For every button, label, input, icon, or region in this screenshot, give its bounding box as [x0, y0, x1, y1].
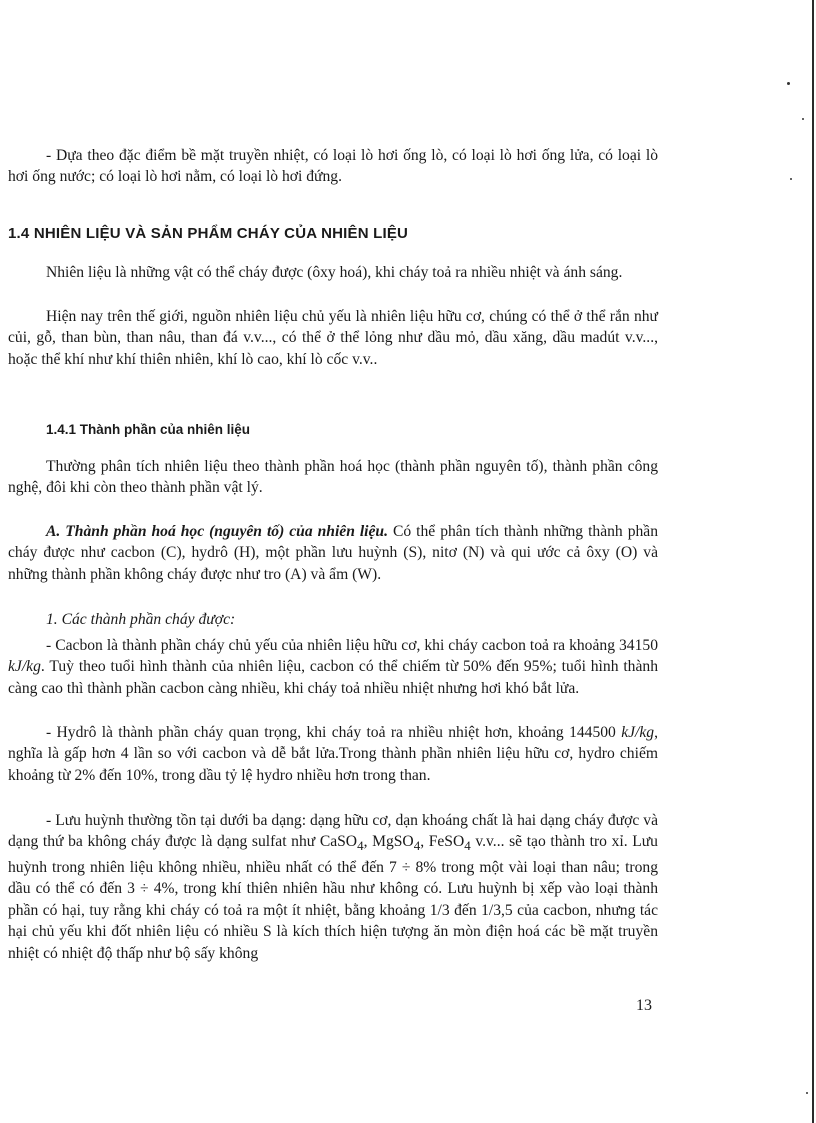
text-run: , nghĩa là gấp hơn 4 lần so với cacbon và dễ bắt lửa.Trong thành phần nhiên liệu hữu cơ, hydro chiếm khoảng từ 2% đến 10%, trong dầu tỷ lệ hydro nhiều hơn trong than.: [8, 724, 658, 784]
unit-kjkg: kJ/kg: [8, 658, 41, 676]
section-heading: 1.4 NHIÊN LIỆU VÀ SẢN PHẨM CHÁY CỦA NHIÊN LIỆU: [8, 225, 409, 242]
paragraph-boiler-types: - Dựa theo đặc điểm bề mặt truyền nhiệt, có loại lò hơi ống lò, có loại lò hơi ống lửa, có loại lò hơi ống nước; có loại lò hơi nằm, có loại lò hơi đứng.: [8, 147, 658, 186]
paragraph-analysis-methods: Thường phân tích nhiên liệu theo thành phần hoá học (thành phần nguyên tố), thành phần công nghệ, đôi khi còn theo thành phần vật lý.: [8, 458, 658, 497]
scan-speck: [787, 82, 790, 85]
unit-kjkg: kJ/kg: [621, 724, 655, 741]
paragraph-lead-title: A. Thành phần hoá học (nguyên tố) của nhiên liệu.: [46, 523, 389, 540]
subscript-4: 4: [413, 838, 421, 854]
paragraph-fuel-sources: Hiện nay trên thế giới, nguồn nhiên liệu chủ yếu là nhiên liệu hữu cơ, chúng có thể ở thể rắn như củi, gỗ, than bùn, than nâu, than đá v.v..., có thể ở thể lỏng như dầu mỏ, dầu xăng, dầu madút v.v..., hoặc thể khí như khí thiên nhiên, khí lò cao, khí lò cốc v.v..: [8, 308, 658, 368]
paragraph-fuel-definition: Nhiên liệu là những vật có thể cháy được (ôxy hoá), khi cháy toả ra nhiều nhiệt và ánh sáng.: [46, 264, 623, 281]
scan-speck: [790, 178, 792, 180]
subscript-4: 4: [357, 838, 364, 854]
paragraph-carbon: [8, 635, 658, 699]
text-run: , FeSO: [420, 833, 465, 851]
text-run: v.v... sẽ tạo thành tro xỉ. Lưu huỳnh trong nhiên liệu không nhiều, nhiều nhất có thể đến 7 ÷ 8% trong một vài loại than nâu; trong dầu có thể có đến 3 ÷ 4%, trong khí thiên nhiên hầu như không có. Lưu huỳnh bị xếp vào loại thành phần có hại, tuy rằng khi cháy có toả ra một ít nhiệt, bằng khoảng 1/3 đến 1/3,5 của cacbon, nhưng tác hại chủ yếu khi đốt nhiên liệu có nhiều S là kích thích hiện tượng ăn mòn điện hoá các bề mặt truyền nhiệt có nhiệt độ thấp như bộ sấy không: [8, 833, 658, 962]
list-heading-combustibles: 1. Các thành phần cháy được:: [46, 611, 236, 628]
text-run: . Tuỳ theo tuổi hình thành của nhiên liệu, cacbon có thể chiếm từ 50% đến 95%; tuổi hình thành càng cao thì thành phần cacbon càng nhiều, khi cháy toả nhiều nhiệt nhưng hơi khó bắt lửa.: [8, 658, 658, 697]
subscript-4: 4: [464, 838, 471, 854]
scan-edge-line: [812, 0, 814, 1123]
paragraph-chemical-composition: [8, 521, 658, 585]
subsection-heading: 1.4.1 Thành phần của nhiên liệu: [46, 422, 251, 437]
text-run: - Lưu huỳnh thường tồn tại dưới ba dạng: dạng hữu cơ, dạn: [46, 812, 418, 829]
paragraph-sulfur: [8, 810, 658, 964]
text-run: khoáng chất là hai dạng cháy được và dạng thứ ba không cháy được là dạng sulfat như CaSO: [8, 812, 658, 851]
text-run: , MgSO: [363, 833, 414, 851]
text-run: - Cacbon là thành phần cháy chủ yếu của nhiên liệu hữu cơ, khi cháy cacbon toả ra khoảng 34150: [46, 637, 658, 654]
scan-speck: [806, 1092, 808, 1094]
text-run: - Hydrô là thành phần cháy quan trọng, khi cháy toả ra nhiều nhiệt hơn, khoảng 144500: [46, 724, 622, 741]
paragraph-body: Có thể phân tích thành những thành phần cháy được như cacbon (C), hydrô (H), một phần lưu huỳnh (S), nitơ (N) và qui ước cả ôxy (O) và những thành phần không cháy được như tro (A) và ẩm (W).: [8, 523, 659, 583]
paragraph-hydrogen: [8, 722, 658, 786]
scan-speck: [802, 118, 804, 120]
page-number: 13: [636, 997, 652, 1014]
